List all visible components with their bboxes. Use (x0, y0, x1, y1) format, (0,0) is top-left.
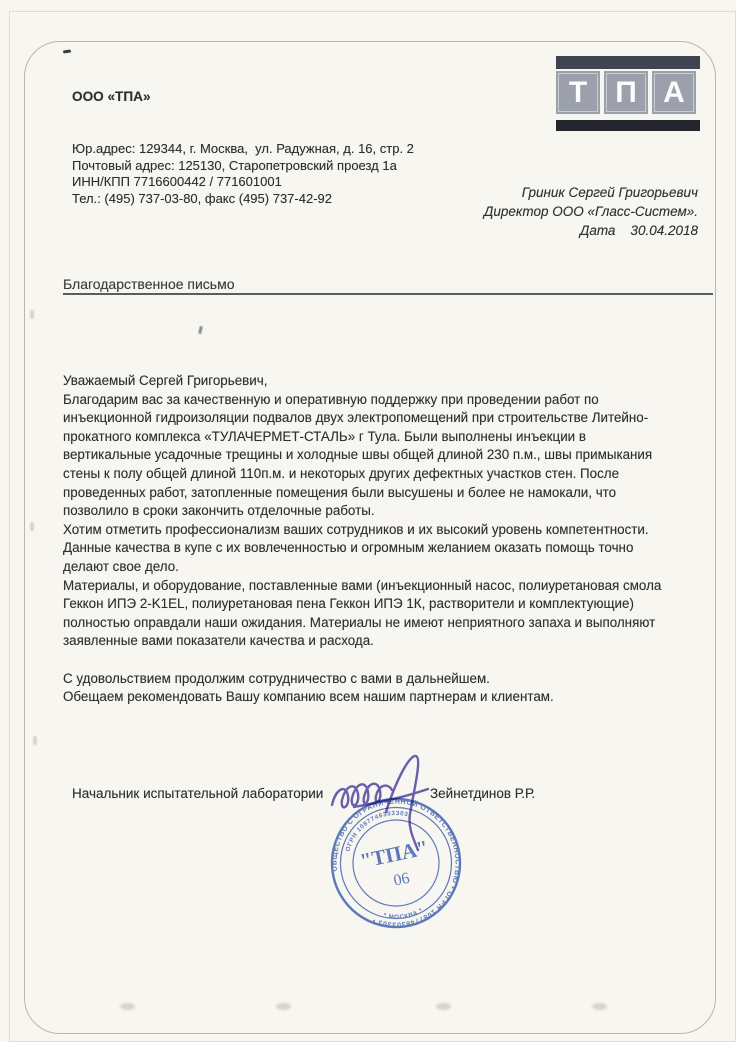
letter-body (63, 372, 723, 707)
body-line: прокатного комплекса «ТУЛАЧЕРМЕТ-СТАЛЬ» г Тула. Были выполнены инъекции в (63, 428, 586, 444)
stamp-city-text: * МОСКВА * (382, 906, 425, 921)
body-line: делают свое дело. (63, 558, 179, 574)
body-line: Обещаем рекомендовать Вашу компанию всем нашим партнерам и клиентам. (63, 689, 554, 705)
stamp-outer-ring-text: ОБЩЕСТВО С ОГРАНИЧЕННОЙ ОТВЕТСТВЕННОСТЬЮ • ОГРН 1087746303303 • (331, 798, 461, 928)
recipient-line: Дата 30.04.2018 (579, 223, 698, 238)
logo-letter-square: Т (556, 71, 600, 114)
signer-name: Зейнетдинов Р.Р. (430, 786, 536, 801)
stamp-center-number: 06 (392, 869, 412, 890)
signer-position: Начальник испытательной лаборатории (72, 786, 324, 801)
address-line: ИНН/КПП 7716600442 / 771601001 (72, 174, 282, 190)
body-line: полностью оправдали наши ожидания. Материалы не имеют неприятного запаха и выполняют (63, 614, 656, 630)
logo-letter-square: А (652, 71, 696, 114)
logo-bottom-bar (556, 120, 700, 131)
body-line: Данные качества в купе с их вовлеченностью и огромным желанием оказать помощь точно (63, 540, 634, 556)
body-line: Уважаемый Сергей Григорьевич, (63, 373, 268, 388)
body-line: заявленные вами показатели качества и расхода. (63, 633, 374, 649)
body-line: Благодарим вас за качественную и оперативную поддержку при проведении работ по (63, 391, 599, 407)
logo-letter-squares (556, 71, 700, 114)
body-line: позволило в сроки закончить отделочные работы. (63, 503, 375, 519)
recipient-block (484, 183, 698, 240)
body-line: вертикальные усадочные трещины и холодные швы общей длиной 230 п.м., швы примыкания (63, 447, 653, 463)
address-line: Тел.: (495) 737-03-80, факс (495) 737-42-92 (72, 190, 332, 206)
recipient-line: Директор ООО «Гласс-Систем». (483, 204, 698, 219)
address-line: Юр.адрес: 129344, г. Москва, ул. Радужная, д. 16, стр. 2 (72, 140, 414, 156)
subject-underline (63, 293, 713, 295)
handwritten-signature (326, 750, 456, 865)
letterhead (72, 56, 414, 241)
body-line (63, 651, 723, 670)
body-line: С удовольствием продолжим сотрудничество с вами в дальнейшем. (63, 670, 490, 686)
company-address-lines (72, 141, 414, 207)
company-name: ООО «ТПА» (72, 89, 151, 105)
company-logo (556, 56, 700, 131)
logo-top-bar (556, 56, 700, 69)
body-line: проведенных работ, затопленные помещения были высушены и более не намокали, что (63, 484, 617, 500)
recipient-line: Гриник Сергей Григорьевич (521, 185, 698, 200)
body-line: Материалы, и оборудование, поставленные вами (инъекционный насос, полиуретановая смола (63, 577, 662, 593)
letter-subject: Благодарственное письмо (63, 276, 235, 292)
body-line: Геккон ИПЭ 2-K1EL, полиуретановая пена Геккон ИПЭ 1К, растворители и комплектующие) (63, 596, 634, 612)
body-line: Хотим отметить профессионализм ваших сотрудников и их высокий уровень компетентности. (63, 521, 649, 537)
logo-letter-square: П (604, 71, 648, 114)
stamp-center-name: "ТПА" (357, 835, 431, 874)
stamp-second-ring-text: ОГРН 1087746303303 (344, 809, 410, 853)
body-line: стены к полу общей длиной 110п.м. и некоторых других дефектных участков стен. После (63, 465, 620, 481)
body-line: инъекционной гидроизоляции подвалов двух электропомещений при строительстве Литейно- (63, 410, 649, 426)
address-line: Почтовый адрес: 125130, Старопетровский проезд 1а (72, 157, 397, 173)
